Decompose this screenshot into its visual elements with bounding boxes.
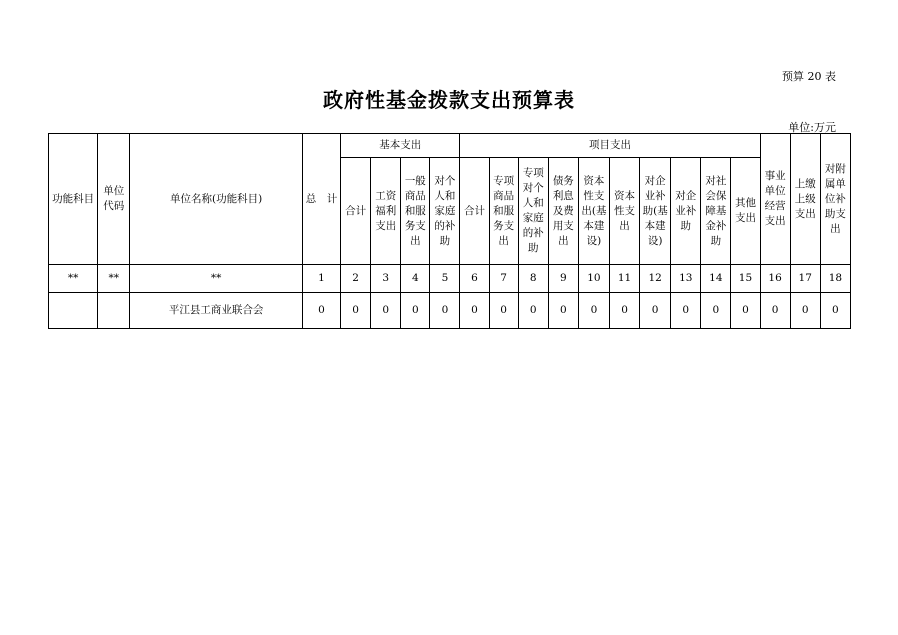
header-project-debt: 债务利息及费用支出 xyxy=(548,158,578,265)
form-code: 预算 20 表 xyxy=(782,70,836,83)
value-cell: 0 xyxy=(671,293,701,329)
index-number: 3 xyxy=(371,265,401,293)
header-basic-goods: 一般商品和服务支出 xyxy=(401,158,430,265)
page-title: 政府性基金拨款支出预算表 xyxy=(323,88,575,112)
header-basic-salary: 工资福利支出 xyxy=(371,158,401,265)
index-number: 15 xyxy=(731,265,760,293)
header-project-capital-construction: 资本性支出(基本建设) xyxy=(578,158,609,265)
header-basic-group: 基本支出 xyxy=(341,134,460,158)
value-cell: 0 xyxy=(640,293,671,329)
index-number: 5 xyxy=(430,265,460,293)
header-project-personal: 专项对个人和家庭的补助 xyxy=(518,158,548,265)
value-cell: 0 xyxy=(578,293,609,329)
index-number: 10 xyxy=(578,265,609,293)
unit-code-cell xyxy=(98,293,130,329)
header-project-group: 项目支出 xyxy=(460,134,760,158)
index-mark: ** xyxy=(98,265,130,293)
value-cell: 0 xyxy=(820,293,850,329)
header-project-social-security: 对社会保障基金补助 xyxy=(701,158,731,265)
unit-label: 单位:万元 xyxy=(788,121,836,134)
header-func-subject: 功能科目 xyxy=(49,134,98,265)
header-project-other: 其他支出 xyxy=(731,158,760,265)
header-business: 事业单位经营支出 xyxy=(760,134,790,265)
header-project-enterprise: 对企业补助 xyxy=(671,158,701,265)
unit-name-cell: 平江县工商业联合会 xyxy=(130,293,303,329)
value-cell: 0 xyxy=(701,293,731,329)
index-number: 8 xyxy=(518,265,548,293)
header-basic-total: 合计 xyxy=(341,158,371,265)
value-cell: 0 xyxy=(430,293,460,329)
value-cell: 0 xyxy=(760,293,790,329)
header-project-capital: 资本性支出 xyxy=(609,158,639,265)
index-row xyxy=(49,265,851,293)
index-number: 14 xyxy=(701,265,731,293)
index-number: 1 xyxy=(302,265,340,293)
index-number: 18 xyxy=(820,265,850,293)
header-unit-name: 单位名称(功能科目) xyxy=(130,134,303,265)
header-unit-code: 单位代码 xyxy=(98,134,130,265)
value-cell: 0 xyxy=(548,293,578,329)
header-project-enterprise-construction: 对企业补助(基本建设) xyxy=(640,158,671,265)
index-number: 7 xyxy=(489,265,518,293)
budget-table xyxy=(48,133,851,329)
header-total: 总 计 xyxy=(302,134,340,265)
value-cell: 0 xyxy=(518,293,548,329)
value-cell: 0 xyxy=(302,293,340,329)
table-row xyxy=(49,293,851,329)
header-subsidiary: 对附属单位补助支出 xyxy=(820,134,850,265)
func-subject-cell xyxy=(49,293,98,329)
index-number: 2 xyxy=(341,265,371,293)
index-number: 17 xyxy=(790,265,820,293)
value-cell: 0 xyxy=(341,293,371,329)
value-cell: 0 xyxy=(371,293,401,329)
index-number: 6 xyxy=(460,265,489,293)
header-basic-personal: 对个人和家庭的补助 xyxy=(430,158,460,265)
index-mark: ** xyxy=(130,265,303,293)
header-project-total: 合计 xyxy=(460,158,489,265)
header-superior: 上缴上级支出 xyxy=(790,134,820,265)
index-number: 9 xyxy=(548,265,578,293)
value-cell: 0 xyxy=(401,293,430,329)
value-cell: 0 xyxy=(790,293,820,329)
header-project-goods: 专项商品和服务支出 xyxy=(489,158,518,265)
index-number: 4 xyxy=(401,265,430,293)
index-mark: ** xyxy=(49,265,98,293)
index-number: 13 xyxy=(671,265,701,293)
value-cell: 0 xyxy=(731,293,760,329)
value-cell: 0 xyxy=(609,293,639,329)
index-number: 12 xyxy=(640,265,671,293)
index-number: 11 xyxy=(609,265,639,293)
value-cell: 0 xyxy=(489,293,518,329)
value-cell: 0 xyxy=(460,293,489,329)
index-number: 16 xyxy=(760,265,790,293)
